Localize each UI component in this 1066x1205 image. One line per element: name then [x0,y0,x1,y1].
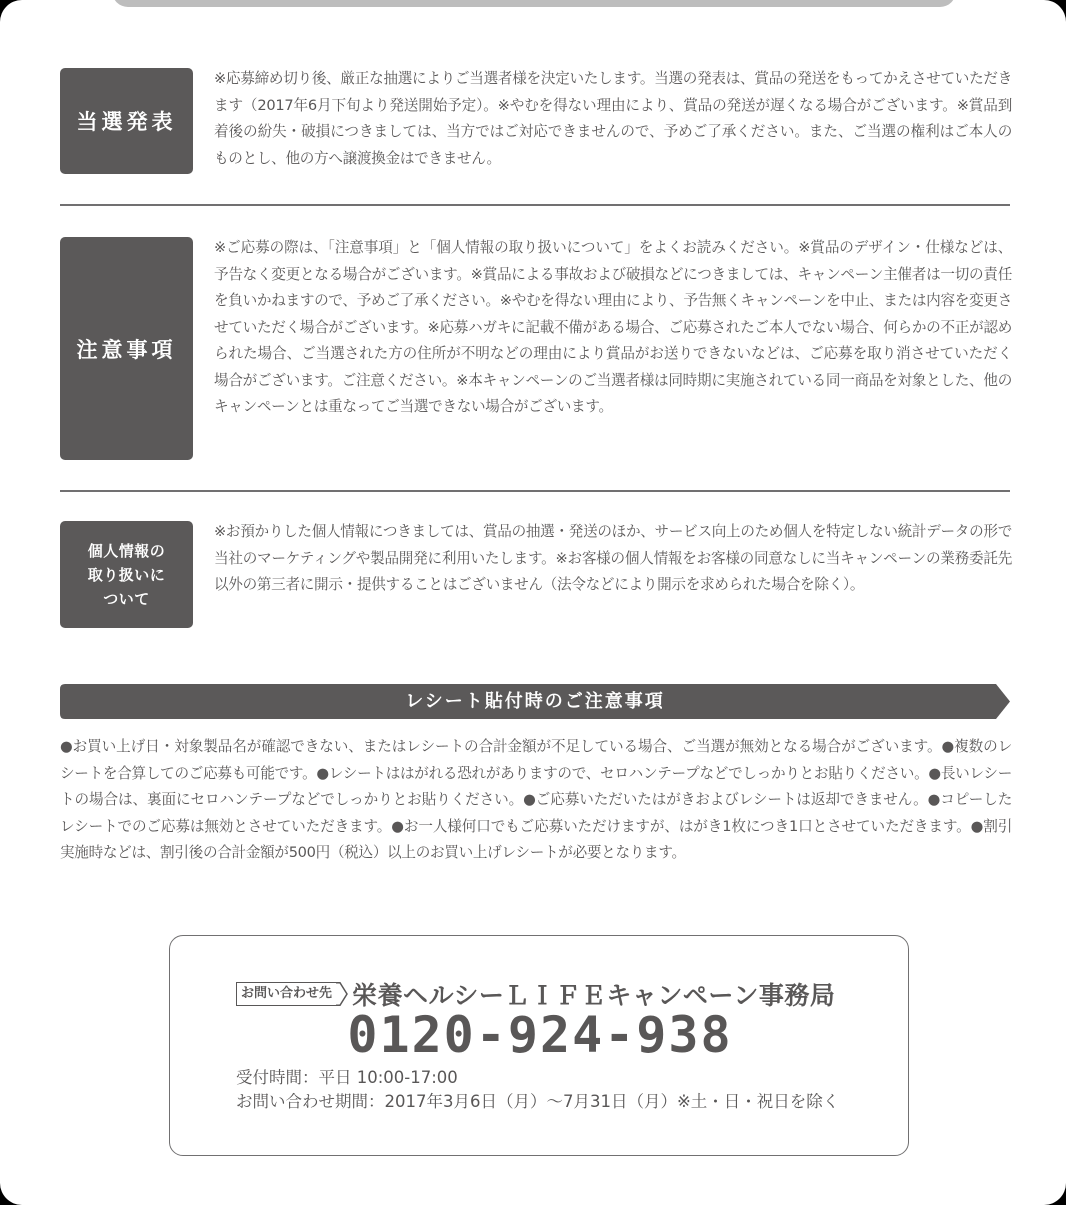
section-winner-announcement [60,68,1010,174]
section-label: 当選発表 [60,68,193,174]
business-hours: 受付時間：平日 10:00-17:00 [236,1068,458,1087]
contact-hours [236,1066,839,1114]
label-line: 取り扱いに [87,565,166,584]
banner-heading: レシート貼付時のご注意事項 [405,691,665,712]
divider [60,204,1010,206]
phone-number[interactable]: 0120-924-938 [347,1006,733,1064]
label-line: 個人情報の [87,541,166,560]
receipt-notes-body: ●お買い上げ日・対象製品名が確認できない、またはレシートの合計金額が不足している場合、ご当選が無効となる場合がございます。●複数のレシートを合算してのご応募も可能です。●レシートははがれる恐れがありますので、セロハンテープなどでしっかりとお貼りください。●長いレシートの場合は、裏面にセロハンテープなどでしっかりとお貼りください。●ご応募いただいたはがきおよびレシートは返却できません。●コピーしたレシートでのご応募は無効とさせていただきます。●お一人様何口でもご応募いただけますが、はがき1枚につき1口とさせていただきます。●割引実施時などは、割引後の合計金額が500円（税込）以上のお買い上げレシートが必要となります。 [60,738,1012,861]
divider [60,490,1010,492]
contact-tag: お問い合わせ先 [236,982,336,1006]
section-label [60,521,193,628]
inquiry-period: お問い合わせ期間：2017年3月6日（月）～7月31日（月）※土・日・祝日を除く [236,1092,840,1111]
contact-box [169,935,909,1156]
section-body: ※応募締め切り後、厳正な抽選によりご当選者様を決定いたします。当選の発表は、賞品の発送をもってかえさせていただきます（2017年6月下旬より発送開始予定）。※やむを得ない理由により、賞品の発送が遅くなる場合がございます。※賞品到着後の紛失・破損につきましては、当方ではご対応できませんので、予めご了承ください。また、ご当選の権利はご本人のものとし、他の方へ譲渡換金はできません。 [214,70,1012,167]
label-line: ついて [103,589,150,608]
section-notes [60,237,1010,460]
top-tab [112,0,956,7]
section-body: ※ご応募の際は、「注意事項」と「個人情報の取り扱いについて」をよくお読みください。※賞品のデザイン・仕様などは、予告なく変更となる場合がございます。※賞品による事故および破損などにつきましては、キャンペーン主催者は一切の責任を負いかねますので、予めご了承ください。※やむを得ない理由により、予告無くキャンペーンを中止、または内容を変更させていただく場合がございます。※応募ハガキに記載不備がある場合、ご応募されたご本人でない場合、何らかの不正が認められた場合、ご当選された方の住所が不明などの理由により賞品がお送りできないなどは、ご応募を取り消させていただく場合がございます。ご注意ください。※本キャンペーンのご当選者様は同時期に実施されている同一商品を対象とした、他のキャンペーンとは重なってご当選できない場合がございます。 [214,239,1012,415]
section-body: ※お預かりした個人情報につきましては、賞品の抽選・発送のほか、サービス向上のため個人を特定しない統計データの形で当社のマーケティングや製品開発に利用いたします。※お客様の個人情報をお客様の同意なしに当キャンペーンの業務委託先以外の第三者に開示・提供することはございません（法令などにより開示を求められた場合を除く）。 [214,523,1012,593]
office-name: 栄養ヘルシーＬＩＦＥキャンペーン事務局 [352,981,836,1010]
chevron-right-icon [336,982,348,1006]
section-privacy [60,521,1010,628]
receipt-notes-banner [60,684,1010,719]
section-label: 注意事項 [60,237,193,460]
